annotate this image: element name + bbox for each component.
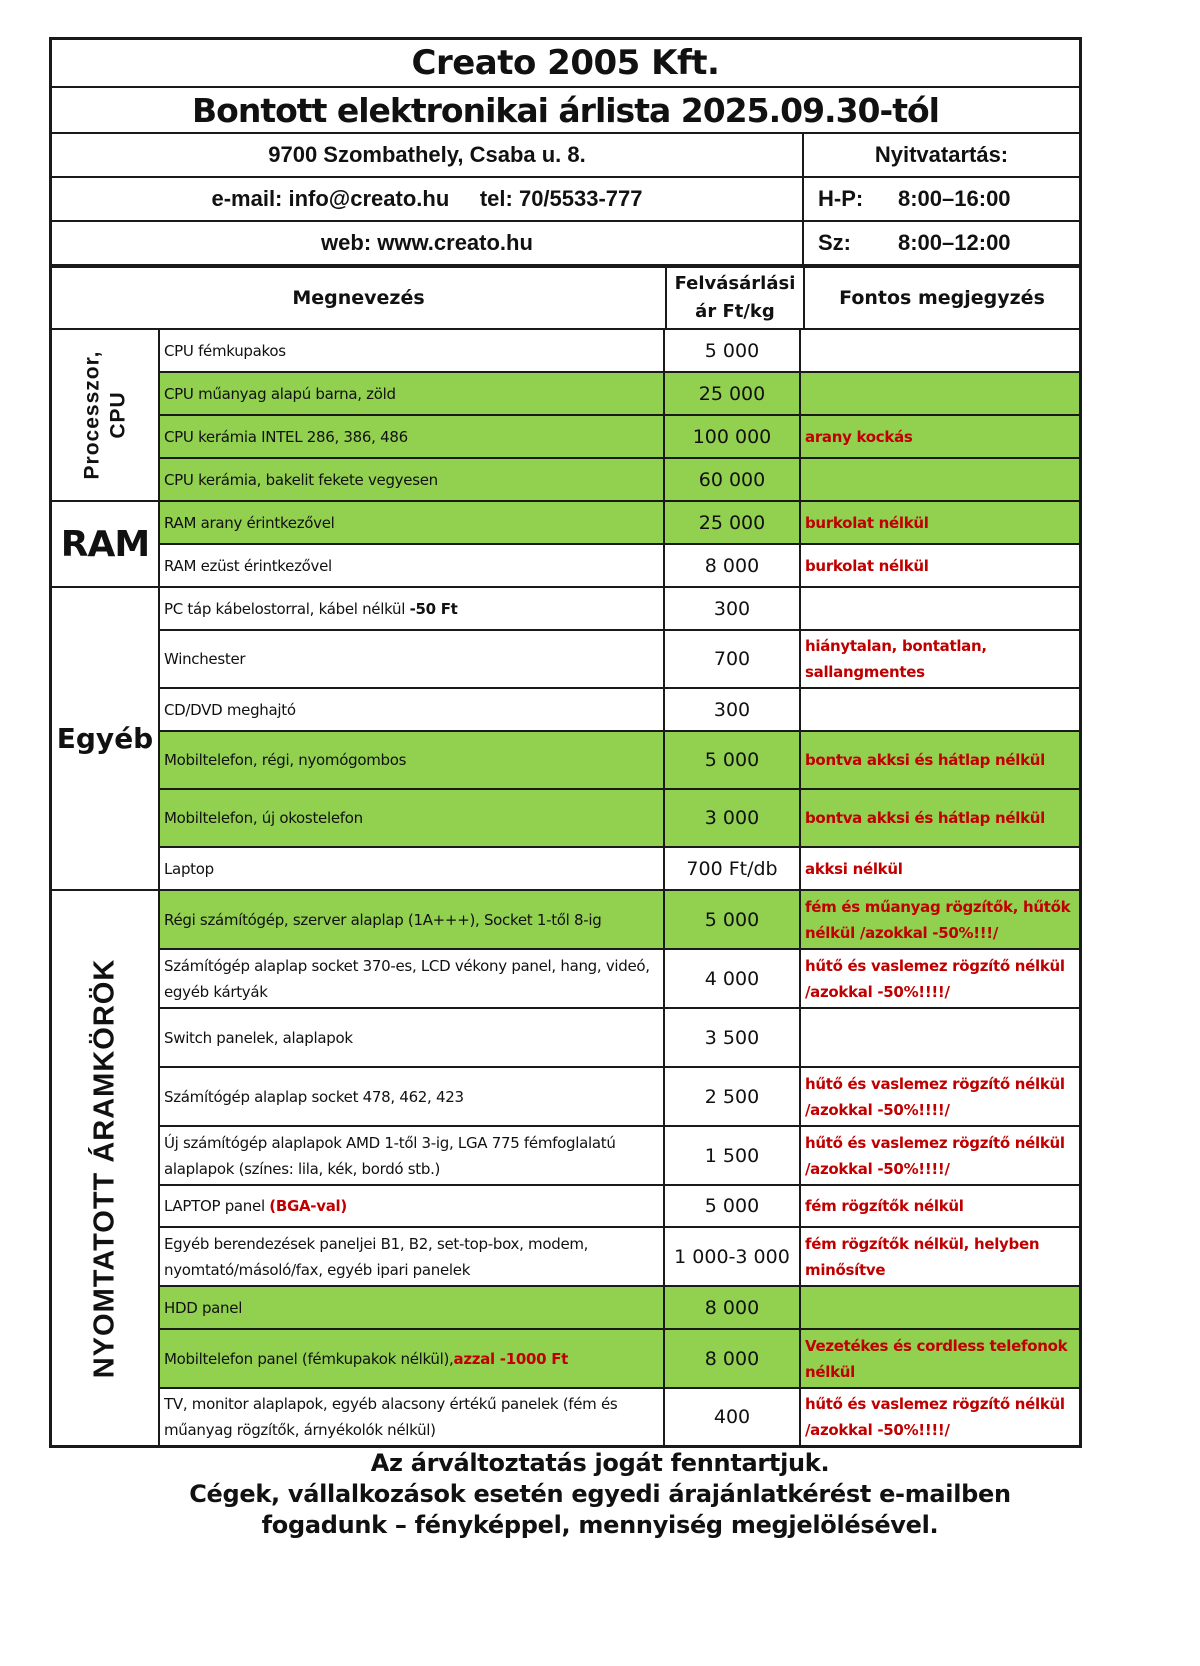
table-row (160, 1389, 1079, 1445)
item-name-emphasis: -50 Ft (409, 599, 458, 618)
item-note: hűtő és vaslemez rögzítő nélkül /azokkal -50%!!!!/ (805, 1074, 1065, 1119)
email-tel (52, 178, 804, 220)
table-row (160, 1009, 1079, 1068)
table-row (160, 1068, 1079, 1127)
hours-weekdays (804, 178, 1079, 220)
item-price: 2 500 (665, 1068, 801, 1125)
item-price: 5 000 (665, 1186, 801, 1226)
item-price: 100 000 (665, 416, 801, 457)
table-row (160, 416, 1079, 459)
table-row (160, 1287, 1079, 1330)
column-header-price (667, 268, 805, 328)
item-note (801, 1287, 1079, 1328)
item-name (160, 330, 665, 371)
item-note: bontva akksi és hátlap nélkül (805, 751, 1045, 769)
table-row (160, 502, 1079, 545)
price-header-text (675, 270, 796, 326)
category-label-line1: Processzor, (80, 350, 103, 480)
column-header-name: Megnevezés (52, 268, 667, 328)
item-price: 60 000 (665, 459, 801, 500)
item-name-text: CPU fémkupakos (164, 341, 286, 360)
item-note: fém rögzítők nélkül (805, 1197, 964, 1215)
item-note (801, 1009, 1079, 1066)
table-row (160, 631, 1079, 689)
item-price: 1 000-3 000 (665, 1228, 801, 1285)
item-name-text: RAM arany érintkezővel (164, 513, 335, 532)
item-name-text: Mobiltelefon panel (fémkupakok nélkül), (164, 1349, 454, 1368)
item-name (160, 545, 665, 586)
item-name-text: Számítógép alaplap socket 478, 462, 423 (164, 1087, 464, 1106)
price-list-sheet (49, 37, 1082, 1448)
item-note (801, 330, 1079, 371)
item-note: hiánytalan, bontatlan, sallangmentes (805, 637, 987, 681)
table-rows (160, 330, 1079, 1445)
item-name-text: CPU kerámia, bakelit fekete vegyesen (164, 470, 438, 489)
info-row-web (52, 222, 1079, 264)
price-header-line1: Felvásárlási (674, 273, 796, 294)
item-note (801, 588, 1079, 629)
item-name-text: LAPTOP panel (164, 1197, 270, 1215)
table-row (160, 891, 1079, 950)
price-table (49, 264, 1082, 1448)
item-name (160, 790, 665, 846)
item-name-warning: azzal -1000 Ft (453, 1349, 569, 1368)
column-header-note: Fontos megjegyzés (839, 287, 1045, 309)
item-name (160, 1068, 665, 1125)
item-note: arany kockás (805, 427, 913, 446)
info-row-contact (52, 178, 1079, 222)
item-name (160, 1009, 665, 1066)
item-price: 5 000 (665, 891, 801, 948)
item-name (160, 416, 665, 457)
opening-hours-label: Nyitvatartás: (874, 142, 1009, 167)
table-row (160, 732, 1079, 790)
item-name-wrap (164, 1193, 347, 1219)
item-price: 25 000 (665, 373, 801, 414)
hours-day: Sz: (818, 230, 851, 255)
item-name-text: CPU kerámia INTEL 286, 386, 486 (164, 427, 408, 446)
item-name (160, 588, 665, 629)
item-price: 25 000 (665, 502, 801, 543)
table-header (52, 268, 1079, 330)
item-price: 5 000 (665, 732, 801, 788)
item-note: burkolat nélkül (805, 556, 929, 575)
item-name-text: Mobiltelefon, régi, nyomógombos (164, 751, 407, 769)
category-label (79, 351, 131, 480)
item-name (160, 689, 665, 730)
table-row (160, 588, 1079, 631)
item-name (160, 732, 665, 788)
table-row (160, 545, 1079, 588)
item-note: hűtő és vaslemez rögzítő nélkül /azokkal -50%!!!!/ (805, 1133, 1065, 1178)
table-row (160, 689, 1079, 732)
price-header-line2: ár Ft/kg (695, 301, 775, 322)
item-note (801, 459, 1079, 500)
table-row (160, 790, 1079, 848)
item-note: fém rögzítők nélkül, helyben minősítve (805, 1234, 1040, 1279)
footer-notice (0, 1448, 1200, 1541)
category-label-line2: CPU (106, 391, 129, 439)
category-printed-circuits (52, 891, 158, 1445)
item-name (160, 502, 665, 543)
table-row (160, 459, 1079, 502)
item-name (160, 459, 665, 500)
category-column (52, 330, 160, 1445)
company-name: Creato 2005 Kft. (52, 40, 1079, 88)
table-row (160, 1228, 1079, 1287)
item-price: 5 000 (665, 330, 801, 371)
hours-day: H-P: (818, 186, 864, 211)
item-name (160, 1330, 665, 1387)
item-price: 8 000 (665, 1330, 801, 1387)
email-tel-text: e-mail: info@creato.hu tel: 70/5533-777 (211, 186, 643, 211)
item-name-text: Mobiltelefon, új okostelefon (164, 809, 363, 827)
item-price: 8 000 (665, 1287, 801, 1328)
item-note: Vezetékes és cordless telefonok nélkül (805, 1336, 1068, 1381)
header-block (49, 37, 1082, 264)
table-row (160, 1186, 1079, 1228)
item-note (801, 373, 1079, 414)
item-note: bontva akksi és hátlap nélkül (805, 809, 1045, 827)
table-body (52, 330, 1079, 1445)
category-cpu (52, 330, 158, 502)
item-name-text: Régi számítógép, szerver alaplap (1A+++), Socket 1-től 8-ig (164, 910, 602, 929)
item-name-wrap (164, 1346, 568, 1372)
item-note: akksi nélkül (805, 859, 903, 878)
footer-line-3: fogadunk – fényképpel, mennyiség megjelölésével. (261, 1511, 939, 1539)
item-name-text: Egyéb berendezések paneljei B1, B2, set-top-box, modem, nyomtató/másoló/fax, egyéb ipari panelek (164, 1234, 589, 1279)
table-row (160, 1330, 1079, 1389)
item-name-text: CPU műanyag alapú barna, zöld (164, 384, 396, 403)
item-name (160, 373, 665, 414)
item-name-text: RAM ezüst érintkezővel (164, 556, 332, 575)
table-row (160, 373, 1079, 416)
table-row (160, 950, 1079, 1009)
item-price: 400 (665, 1389, 801, 1445)
item-name (160, 848, 665, 889)
item-name (160, 950, 665, 1007)
item-name-text: Új számítógép alaplapok AMD 1-től 3-ig, LGA 775 fémfoglalatú alaplapok (színes: lila, kék, bordó stb.) (164, 1133, 616, 1178)
item-note (801, 689, 1079, 730)
category-label: NYOMTATOTT ÁRAMKÖRÖK (88, 958, 121, 1378)
item-name-text: Switch panelek, alaplapok (164, 1028, 353, 1047)
item-name (160, 1127, 665, 1184)
item-price: 3 000 (665, 790, 801, 846)
table-row (160, 848, 1079, 891)
item-name-text: PC táp kábelostorral, kábel nélkül (164, 599, 410, 618)
footer-line-2: Cégek, vállalkozások esetén egyedi árajánlatkérést e-mailben (189, 1480, 1011, 1508)
hours-time: 8:00–16:00 (898, 186, 1011, 211)
item-price: 700 Ft/db (665, 848, 801, 889)
item-name-text: HDD panel (164, 1298, 243, 1317)
hours-saturday (804, 222, 1079, 264)
item-name (160, 1228, 665, 1285)
item-name-text: Laptop (164, 859, 214, 878)
address: 9700 Szombathely, Csaba u. 8. (52, 134, 804, 176)
item-price: 1 500 (665, 1127, 801, 1184)
item-name-text: Számítógép alaplap socket 370-es, LCD vékony panel, hang, videó, egyéb kártyák (164, 956, 650, 1001)
web-address: web: www.creato.hu (52, 222, 804, 264)
item-price: 700 (665, 631, 801, 687)
item-name-warning: (BGA-val) (269, 1197, 347, 1215)
item-note: fém és műanyag rögzítők, hűtők nélkül /azokkal -50%!!!/ (805, 897, 1071, 942)
item-name-text: TV, monitor alaplapok, egyéb alacsony értékű panelek (fém és műanyag rögzítők, árnyékolók nélkül) (164, 1395, 618, 1439)
item-price: 8 000 (665, 545, 801, 586)
item-name (160, 891, 665, 948)
table-row (160, 330, 1079, 373)
item-name (160, 631, 665, 687)
item-note: hűtő és vaslemez rögzítő nélkül /azokkal -50%!!!!/ (805, 1395, 1065, 1439)
info-row-address (52, 134, 1079, 178)
item-name-text: CD/DVD meghajtó (164, 700, 296, 719)
item-price: 300 (665, 689, 801, 730)
item-note: hűtő és vaslemez rögzítő nélkül /azokkal -50%!!!!/ (805, 956, 1065, 1001)
hours-time: 8:00–12:00 (898, 230, 1011, 255)
item-price: 300 (665, 588, 801, 629)
table-row (160, 1127, 1079, 1186)
price-list-title: Bontott elektronikai árlista 2025.09.30-tól (52, 88, 1079, 134)
item-note: burkolat nélkül (805, 513, 929, 532)
item-price: 3 500 (665, 1009, 801, 1066)
category-ram: RAM (52, 502, 158, 588)
footer-line-1: Az árváltoztatás jogát fenntartjuk. (370, 1449, 830, 1477)
item-name (160, 1287, 665, 1328)
item-name (160, 1186, 665, 1226)
category-egyeb: Egyéb (52, 588, 158, 891)
item-price: 4 000 (665, 950, 801, 1007)
item-name-text: Winchester (164, 650, 246, 668)
item-name (160, 1389, 665, 1445)
item-name-wrap (164, 596, 458, 622)
